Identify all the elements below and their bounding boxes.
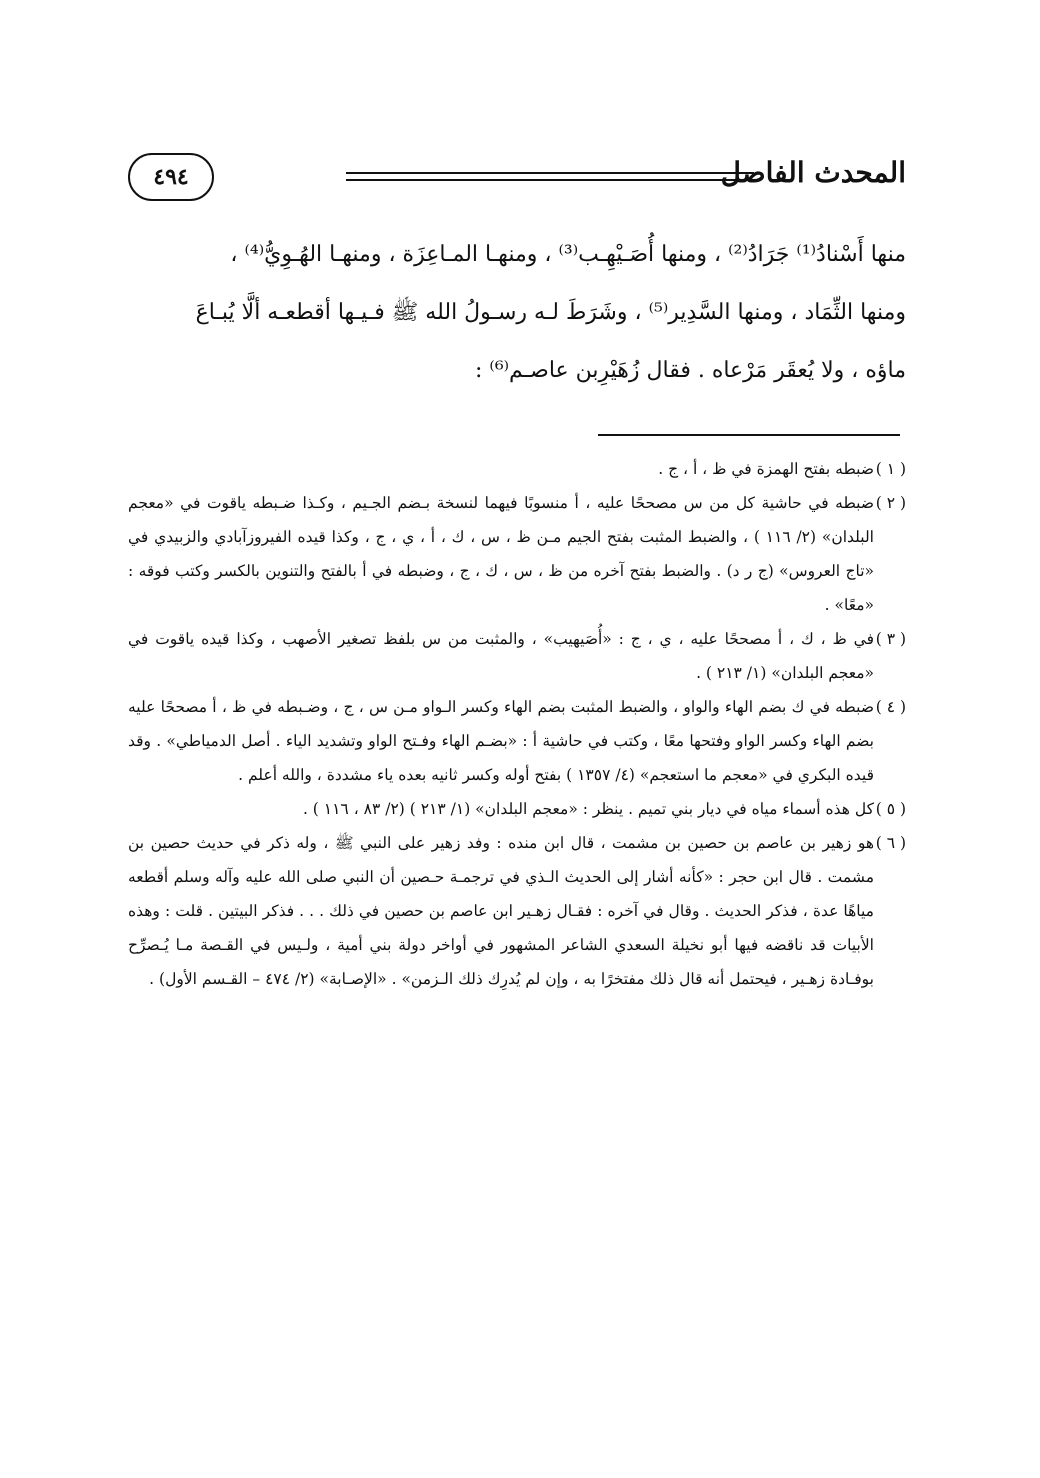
footnote-number: ( ٢ ) bbox=[875, 494, 906, 512]
main-text bbox=[128, 226, 906, 400]
footnotes bbox=[128, 452, 906, 996]
main-text-line: منها أَسْنادُ⁽¹⁾ جَرَادُ⁽²⁾ ، ومنها أُصَـيْهِـب⁽³⁾ ، ومنهـا المـاعِزَة ، ومنهـا الهُـوِيُّ⁽⁴⁾ ، bbox=[230, 242, 906, 267]
main-text-line: ماؤه ، ولا يُعقَر مَرْعاه . فقال زُهَيْرِبن عاصـم⁽⁶⁾ : bbox=[475, 358, 906, 383]
footnote-2 bbox=[128, 486, 906, 622]
footnote-separator bbox=[598, 434, 900, 436]
footnote-number: ( ١ ) bbox=[875, 460, 906, 478]
page-number: ٤٩٤ bbox=[128, 153, 214, 201]
footnote-3 bbox=[128, 622, 906, 690]
book-title: المحدث الفاصل bbox=[720, 156, 906, 189]
main-text-line: ومنها الثِّمَاد ، ومنها السَّدِير⁽⁵⁾ ، وشَرَطَ لـه رسـولُ الله ﷺ فـيـها أقطعـه ألَّا يُبـاعَ bbox=[195, 300, 906, 325]
footnote-number: ( ٤ ) bbox=[875, 698, 906, 716]
footnote-5 bbox=[128, 792, 906, 826]
footnote-text: ضبطه في ك بضم الهاء والواو ، والضبط المثبت بضم الهاء وكسر الـواو مـن س ، ج ، وضـبطه في ظ ، أ مصححًا عليه بضم الهاء وكسر الواو وفتحها معًا ، وكتب في حاشية أ : «بضـم الهاء وفـتح الواو وتشديد الياء . أصل الدمياطي» . وقد قيده البكري في «معجم ما استعجم» (٤/ ١٣٥٧ ) بفتح أوله وكسر ثانيه بعده ياء مشددة ، والله أعلم . bbox=[128, 698, 874, 784]
header-rule-bottom bbox=[346, 179, 754, 181]
footnote-text: كل هذه أسماء مياه في ديار بني تميم . ينظر : «معجم البلدان» (١/ ٢١٣ ) (٢/ ٨٣ ، ١١٦ ) . bbox=[302, 800, 874, 818]
footnote-4 bbox=[128, 690, 906, 792]
footnote-text: ضبطه في حاشية كل من س مصححًا عليه ، أ منسوبًا فيهما لنسخة بـضم الجـيم ، وكـذا ضـبطه ياقوت في «معجم البلدان» (٢/ ١١٦ ) ، والضبط المثبت بفتح الجيم مـن ظ ، س ، ك ، أ ، ي ، ج ، وكذا قيده الفيروزآبادي والزبيدي في «تاج العروس» (ج ر د) . والضبط بفتح آخره من ظ ، س ، ك ، ج ، وضبطه في أ بالفتح والتنوين بالكسر وكتب فوقه : «معًا» . bbox=[128, 494, 874, 614]
footnote-number: ( ٥ ) bbox=[875, 800, 906, 818]
footnote-1 bbox=[128, 452, 906, 486]
footnote-number: ( ٦ ) bbox=[875, 834, 906, 852]
footnote-number: ( ٣ ) bbox=[875, 630, 906, 648]
footnote-6 bbox=[128, 826, 906, 996]
footnote-text: هو زهير بن عاصم بن حصين بن مشمت ، قال ابن منده : وفد زهير على النبي ﷺ ، وله ذكر في حديث حصين بن مشمت . قال ابن حجر : «كأنه أشار إلى الحديث الـذي في ترجمـة حـصين أن النبي صلى الله عليه وآله وسلم أقطعه مياهًا عدة ، فذكر الحديث . وقال في آخره : فقـال زهـير ابن عاصم بن حصين في ذلك . . . فذكر البيتين . قلت : وهذه الأبيات قد ناقضه فيها أبو نخيلة السعدي الشاعر المشهور في أواخر دولة بني أمية ، ولـيس في القـصة مـا يُـصرِّح بوفـادة زهـير ، فيحتمل أنه قال ذلك مفتخرًا به ، وإن لم يُدرِك ذلك الـزمن» . «الإصـابة» (٢/ ٤٧٤ – القـسم الأول) . bbox=[128, 834, 874, 988]
page-header bbox=[128, 150, 906, 210]
footnote-text: في ظ ، ك ، أ مصححًا عليه ، ي ، ج : «أُصَيهيب» ، والمثبت من س بلفظ تصغير الأصهب ، وكذا قيده ياقوت في «معجم البلدان» (١/ ٢١٣ ) . bbox=[128, 630, 874, 682]
header-rule-top bbox=[346, 172, 754, 174]
footnote-text: ضبطه بفتح الهمزة في ظ ، أ ، ج . bbox=[658, 460, 874, 478]
